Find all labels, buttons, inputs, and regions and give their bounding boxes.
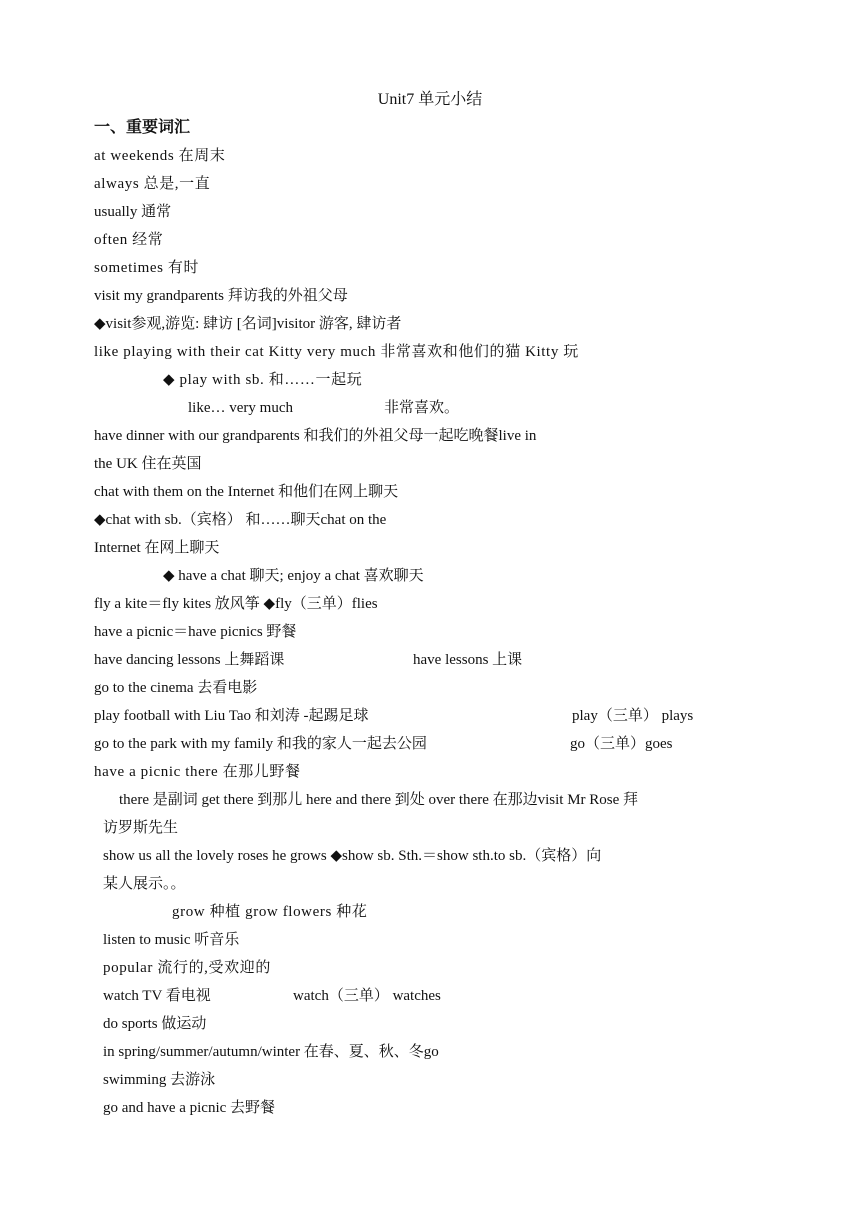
vocab-line: go to the park with my family 和我的家人一起去公园 <box>94 736 427 752</box>
vocab-line: ◆chat with sb.（宾格） 和……聊天chat on the <box>94 512 387 528</box>
vocab-line: have dinner with our grandparents 和我们的外祖父母一起吃晚餐live in <box>94 428 537 444</box>
vocab-note: there 是副词 get there 到那儿 here and there 到处 over there 在那边visit Mr Rose 拜 <box>119 792 639 808</box>
vocab-line-extra: play（三单） plays <box>572 708 694 724</box>
vocab-line-extra: watch（三单） watches <box>293 988 441 1004</box>
vocab-line: show us all the lovely roses he grows ◆show sb. Sth.＝show sth.to sb.（宾格）向 <box>103 848 602 864</box>
vocab-line-extra: have lessons 上课 <box>413 652 523 668</box>
vocab-line: usually 通常 <box>94 204 172 220</box>
vocab-note: grow 种植 grow flowers 种花 <box>172 904 368 920</box>
vocab-line: the UK 住在英国 <box>94 456 202 472</box>
vocab-line: like playing with their cat Kitty very much 非常喜欢和他们的猫 Kitty 玩 <box>94 344 579 360</box>
vocab-line: do sports 做运动 <box>103 1016 207 1032</box>
vocab-line: Internet 在网上聊天 <box>94 540 220 556</box>
vocab-note: 访罗斯先生 <box>103 820 179 836</box>
section-heading: 一、重要词汇 <box>94 119 191 136</box>
vocab-note: like… very much <box>188 400 293 416</box>
vocab-line-extra: go（三单）goes <box>570 736 673 752</box>
vocab-line: play football with Liu Tao 和刘涛 -起踢足球 <box>94 708 369 724</box>
vocab-line: 某人展示。。 <box>103 876 186 892</box>
vocab-line: go and have a picnic 去野餐 <box>103 1100 276 1116</box>
vocab-line: listen to music 听音乐 <box>103 932 240 948</box>
vocab-line: visit my grandparents 拜访我的外祖父母 <box>94 288 348 304</box>
vocab-line: ◆visit参观,游览: 肆访 [名词]visitor 游客, 肆访者 <box>94 316 402 332</box>
vocab-line: have a picnic there 在那儿野餐 <box>94 764 301 780</box>
vocab-line: at weekends 在周末 <box>94 148 226 164</box>
vocab-line: have a picnic＝have picnics 野餐 <box>94 624 297 640</box>
vocab-note-meaning: 非常喜欢。 <box>384 400 460 416</box>
vocab-note: ◆ have a chat 聊天; enjoy a chat 喜欢聊天 <box>163 568 424 584</box>
vocab-line: popular 流行的,受欢迎的 <box>103 960 271 976</box>
vocab-line: always 总是,一直 <box>94 176 211 192</box>
vocab-line: swimming 去游泳 <box>103 1072 216 1088</box>
vocab-line: fly a kite＝fly kites 放风筝 ◆fly（三单）flies <box>94 596 378 612</box>
vocab-note: ◆ play with sb. 和……一起玩 <box>163 372 363 388</box>
vocab-line: in spring/summer/autumn/winter 在春、夏、秋、冬go <box>103 1044 439 1060</box>
vocab-line: go to the cinema 去看电影 <box>94 680 258 696</box>
vocab-line: sometimes 有时 <box>94 260 200 276</box>
page-title: Unit7 单元小结 <box>377 91 483 108</box>
vocab-line: chat with them on the Internet 和他们在网上聊天 <box>94 484 399 500</box>
vocab-line: have dancing lessons 上舞蹈课 <box>94 652 285 668</box>
vocab-line: watch TV 看电视 <box>103 988 211 1004</box>
vocab-line: often 经常 <box>94 232 164 248</box>
